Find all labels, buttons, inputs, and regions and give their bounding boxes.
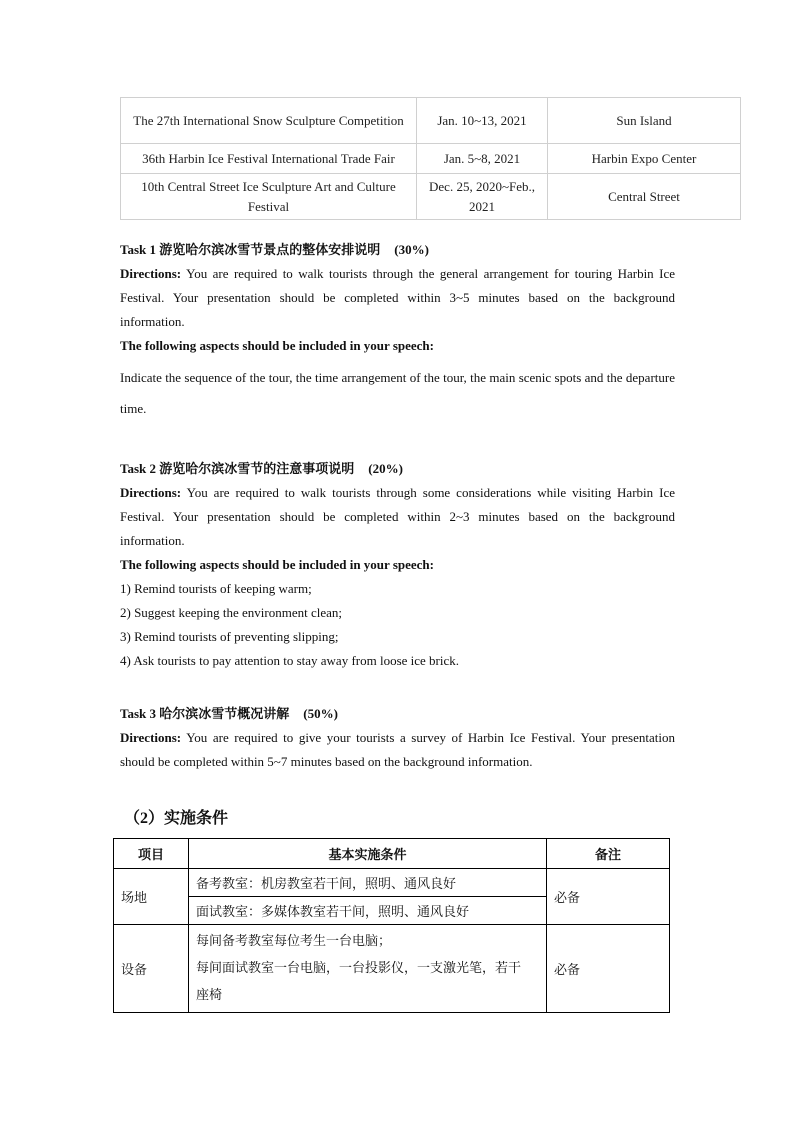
equipment-line: 每间面试教室一台电脑，一台投影仪，一支激光笔，若干	[196, 960, 522, 975]
table-row	[114, 869, 670, 897]
list-item: 3) Remind tourists of preventing slipping;	[120, 629, 339, 644]
task2-directions	[120, 481, 675, 553]
directions-label: Directions:	[120, 485, 182, 500]
directions-text: You are required to give your tourists a survey of Harbin Ice Festival. Your presentation should be completed within 5~7 minutes based on the background information.	[120, 730, 675, 769]
list-item: 4) Ask tourists to pay attention to stay away from loose ice brick.	[120, 653, 460, 668]
venue-label: 场地	[114, 869, 189, 925]
list-item: 1) Remind tourists of keeping warm;	[120, 581, 312, 596]
task2-percent: (20%)	[368, 461, 403, 476]
column-header: 项目	[114, 839, 189, 869]
task1-heading	[120, 238, 675, 262]
table-row	[121, 144, 741, 174]
equipment-label: 设备	[114, 925, 189, 1013]
task2-heading	[120, 457, 675, 481]
task2-aspects-heading: The following aspects should be included in your speech:	[120, 557, 434, 572]
task3-directions	[120, 726, 675, 774]
conditions-table	[113, 838, 670, 1013]
venue-condition: 面试教室：多媒体教室若干间，照明、通风良好	[189, 897, 547, 925]
venue-condition: 备考教室：机房教室若干间，照明、通风良好	[189, 869, 547, 897]
task1-directions	[120, 262, 675, 334]
task2-section	[120, 457, 675, 673]
list-item: 2) Suggest keeping the environment clean;	[120, 605, 343, 620]
table-row	[114, 925, 670, 1013]
task2-title: Task 2 游览哈尔滨冰雪节的注意事项说明	[120, 461, 355, 476]
task3-section	[120, 702, 675, 774]
column-header: 备注	[547, 839, 670, 869]
table-header-row	[114, 839, 670, 869]
task3-heading	[120, 702, 675, 726]
task1-aspects-heading: The following aspects should be included in your speech:	[120, 338, 434, 353]
event-name: The 27th International Snow Sculpture Competition	[121, 98, 417, 144]
event-name: 10th Central Street Ice Sculpture Art and Culture Festival	[121, 174, 417, 220]
task3-percent: (50%)	[303, 706, 338, 721]
directions-text: You are required to walk tourists through some considerations while visiting Harbin Ice Festival. Your presentation should be completed within 2~3 minutes based on the background information.	[120, 485, 675, 548]
event-location: Harbin Expo Center	[548, 144, 741, 174]
equipment-line: 座椅	[196, 987, 223, 1002]
task3-title: Task 3 哈尔滨冰雪节概况讲解	[120, 706, 290, 721]
task1-percent: (30%)	[394, 242, 429, 257]
equipment-line: 每间备考教室每位考生一台电脑；	[196, 933, 392, 948]
directions-label: Directions:	[120, 266, 182, 281]
event-location: Central Street	[548, 174, 741, 220]
events-table	[120, 97, 741, 220]
event-location: Sun Island	[548, 98, 741, 144]
event-name: 36th Harbin Ice Festival International Trade Fair	[121, 144, 417, 174]
table-row	[121, 174, 741, 220]
directions-label: Directions:	[120, 730, 182, 745]
column-header: 基本实施条件	[189, 839, 547, 869]
event-date: Jan. 10~13, 2021	[417, 98, 548, 144]
directions-text: You are required to walk tourists through the general arrangement for touring Harbin Ice Festival. Your presentation should be completed within 3~5 minutes based on the background information.	[120, 266, 675, 329]
equipment-note: 必备	[547, 925, 670, 1013]
task1-aspects-text: Indicate the sequence of the tour, the time arrangement of the tour, the main scenic spots and the departure time.	[120, 370, 675, 416]
equipment-conditions	[189, 925, 547, 1013]
table-row	[121, 98, 741, 144]
conditions-section-title: （2）实施条件	[124, 810, 229, 827]
event-date: Jan. 5~8, 2021	[417, 144, 548, 174]
task1-title: Task 1 游览哈尔滨冰雪节景点的整体安排说明	[120, 242, 381, 257]
event-date: Dec. 25, 2020~Feb., 2021	[417, 174, 548, 220]
venue-note: 必备	[547, 869, 670, 925]
task1-section	[120, 238, 675, 424]
